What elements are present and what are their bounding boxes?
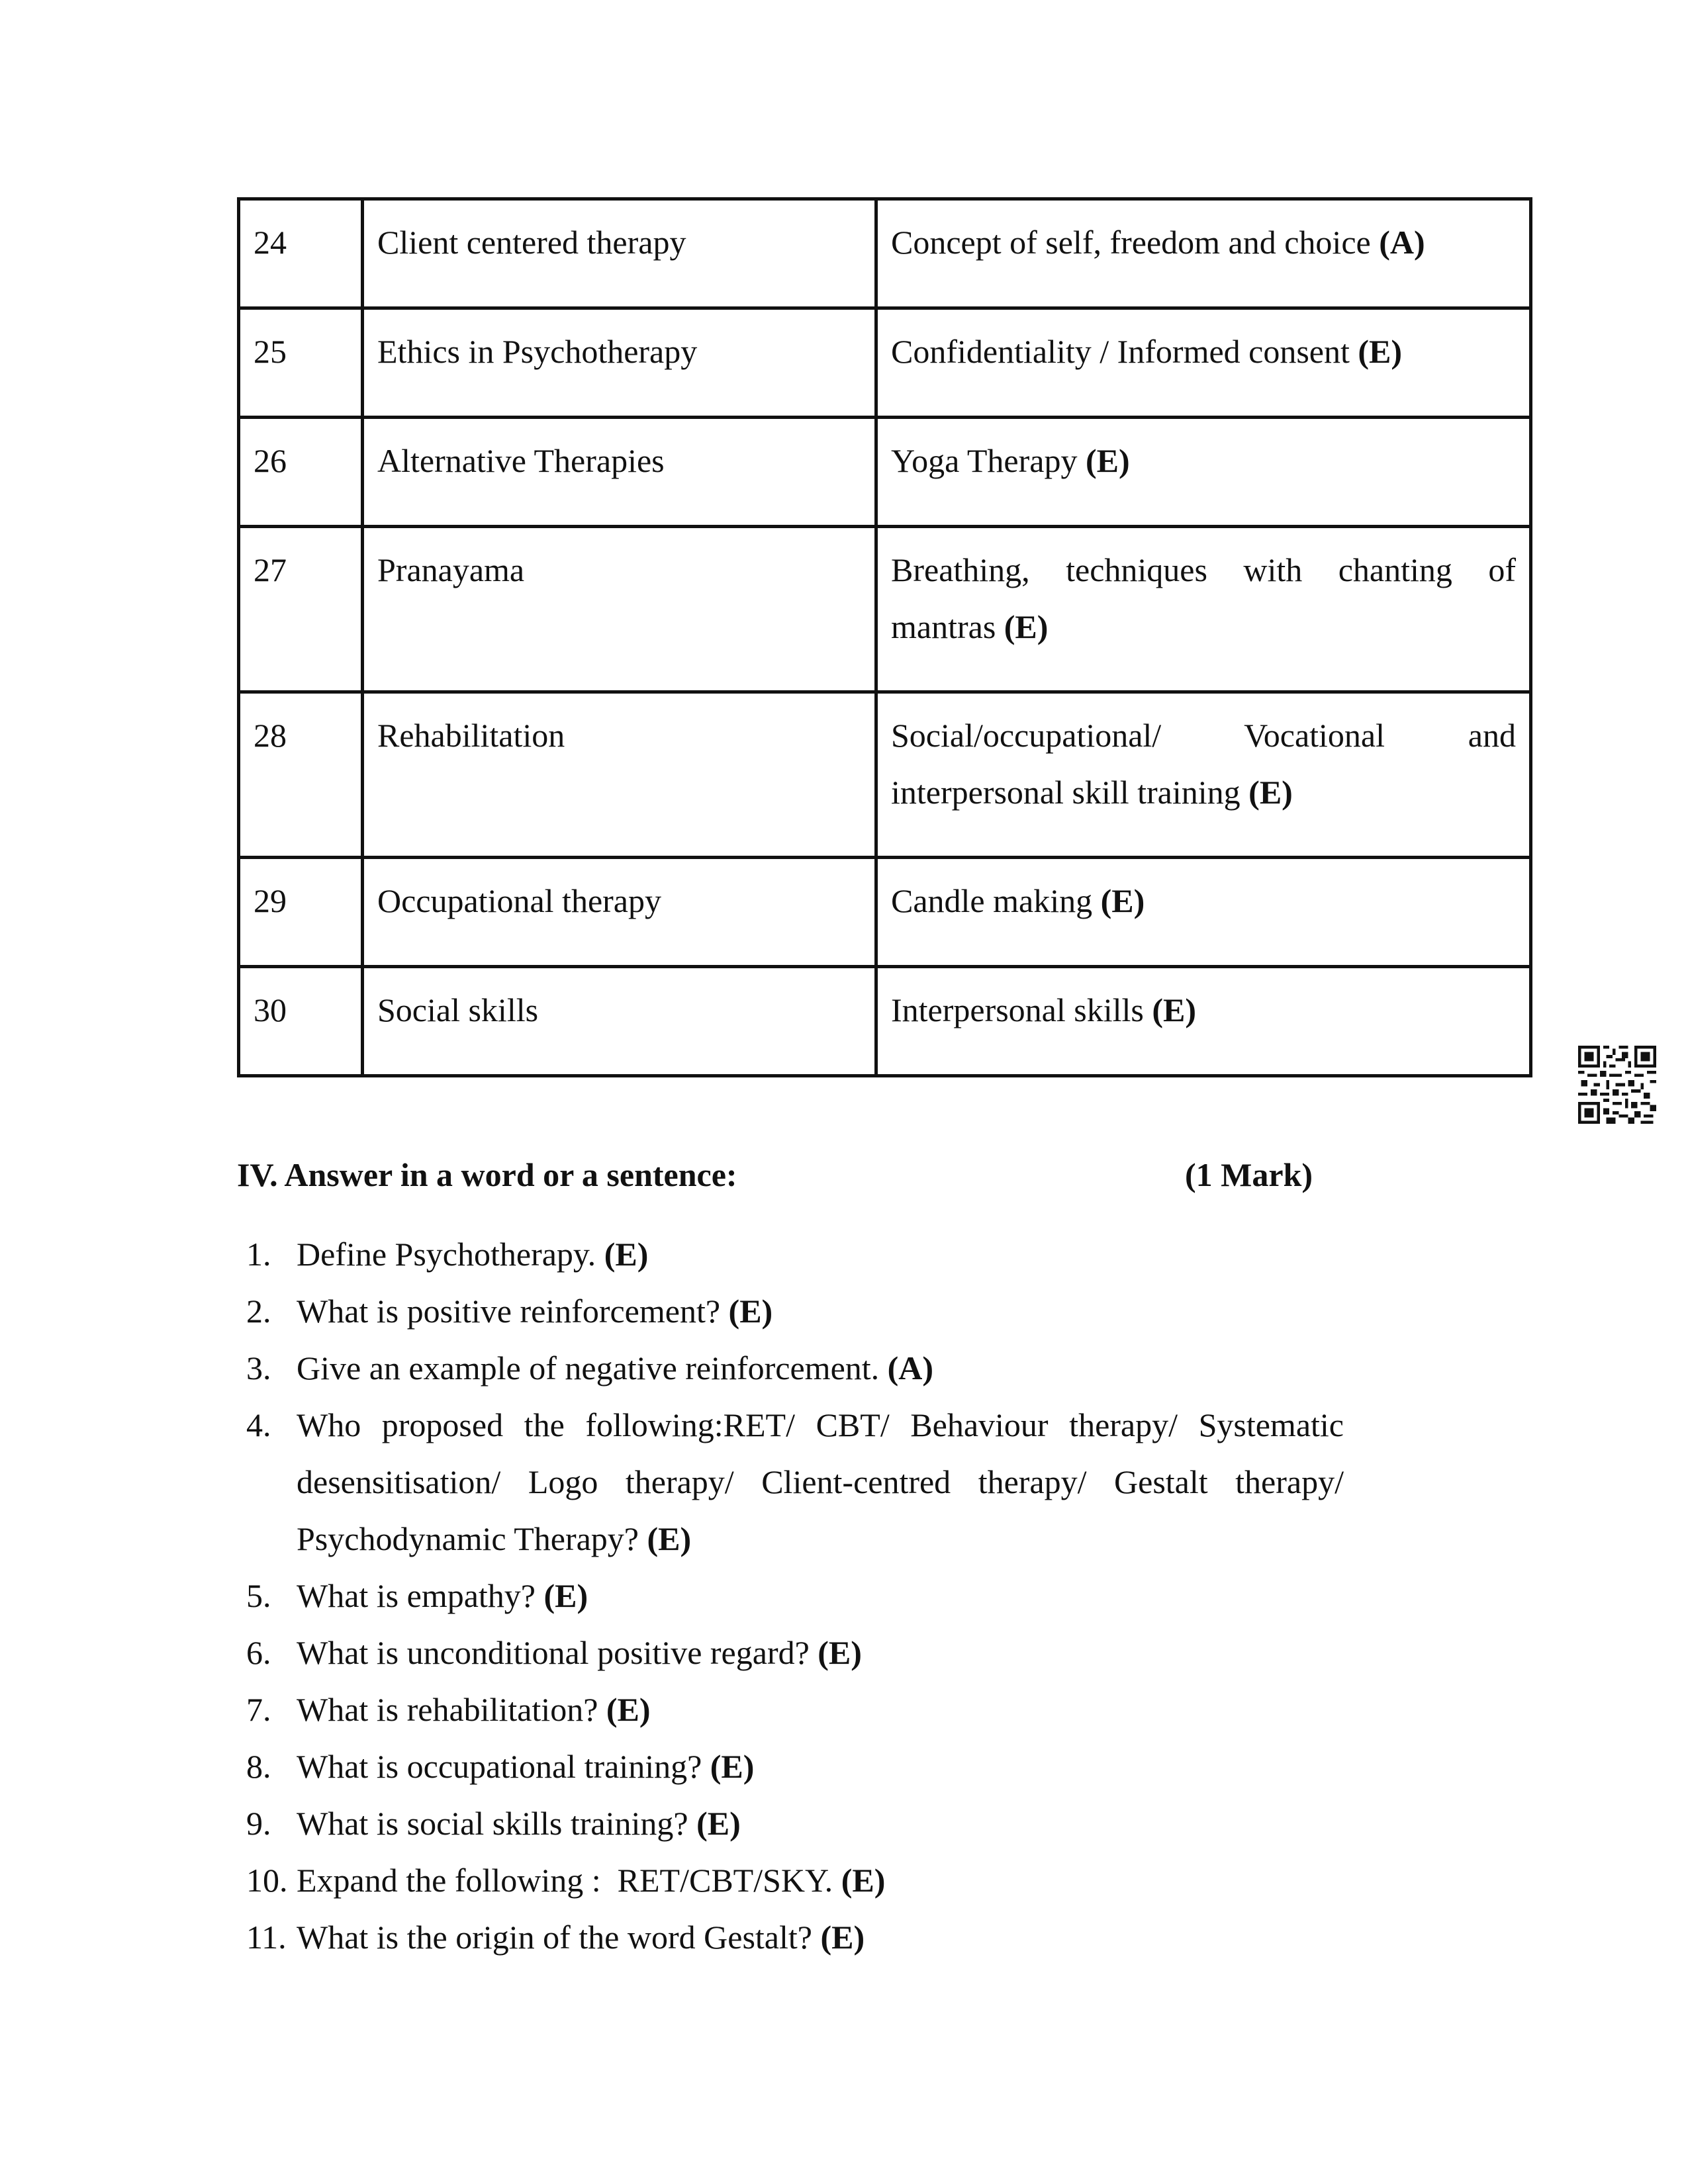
section-heading [237,1152,1316,1198]
question-number: 9. [246,1805,271,1842]
difficulty-tag: (E) [820,1919,865,1956]
list-item [237,1340,1344,1396]
question-text: Give an example of negative reinforcement. [297,1349,880,1387]
question-text: What is social skills training? [297,1805,688,1842]
question-number: 1. [246,1236,271,1273]
question-text: What is positive reinforcement? [297,1293,721,1330]
table-row [239,527,1531,692]
difficulty-tag: (E) [696,1805,741,1842]
difficulty-tag: (E) [604,1236,649,1273]
table-row [239,418,1531,527]
row-topic: Social skills [363,967,876,1076]
row-number: 26 [239,418,363,527]
qr-code-icon [1578,1046,1656,1124]
list-item [237,1795,1344,1852]
question-number: 11. [246,1919,287,1956]
row-topic: Alternative Therapies [363,418,876,527]
difficulty-tag: (E) [543,1577,588,1614]
question-text: Who proposed the following:RET/ CBT/ Behaviour therapy/ Systematic desensitisation/ Logo therapy/ Client-centred therapy/ Gestalt therapy/ Psychodynamic Therapy? [297,1406,1344,1557]
row-number: 25 [239,308,363,418]
list-item [237,1681,1344,1738]
difficulty-tag: (E) [1100,882,1145,919]
description-text: Confidentiality / Informed consent [891,333,1350,370]
difficulty-tag: (E) [841,1862,886,1899]
table-row [239,967,1531,1076]
list-item [237,1226,1344,1283]
list-item [237,1852,1344,1909]
row-number: 24 [239,199,363,308]
question-number: 3. [246,1349,271,1387]
row-description [876,308,1531,418]
question-number: 4. [246,1406,271,1443]
row-number: 28 [239,692,363,858]
row-topic: Ethics in Psychotherapy [363,308,876,418]
difficulty-tag: (E) [606,1691,651,1728]
table-row [239,199,1531,308]
table-row [239,308,1531,418]
question-text: What is the origin of the word Gestalt? [297,1919,812,1956]
list-item [237,1396,1344,1567]
list-item [237,1567,1344,1624]
section-title: IV. Answer in a word or a sentence: [237,1156,737,1193]
description-text: Social/occupational/ Vocational and interpersonal skill training [891,717,1516,811]
question-number: 5. [246,1577,271,1614]
description-text: Candle making [891,882,1093,919]
difficulty-tag: (E) [1004,608,1049,645]
question-number: 2. [246,1293,271,1330]
question-list [237,1226,1344,1966]
difficulty-tag: (E) [818,1634,862,1671]
row-number: 29 [239,858,363,967]
row-description [876,199,1531,308]
row-topic: Pranayama [363,527,876,692]
question-text: Expand the following : RET/CBT/SKY. [297,1862,833,1899]
table-row [239,858,1531,967]
difficulty-tag: (E) [1248,774,1293,811]
list-item [237,1624,1344,1681]
difficulty-tag: (E) [647,1520,692,1557]
description-text: Interpersonal skills [891,991,1144,1028]
row-description [876,692,1531,858]
difficulty-tag: (E) [710,1748,755,1785]
question-number: 6. [246,1634,271,1671]
question-text: What is occupational training? [297,1748,702,1785]
list-item [237,1909,1344,1966]
question-text: What is unconditional positive regard? [297,1634,810,1671]
question-number: 10. [246,1862,288,1899]
question-text: What is empathy? [297,1577,536,1614]
description-text: Breathing, techniques with chanting of mantras [891,551,1516,645]
row-topic: Rehabilitation [363,692,876,858]
question-text: Define Psychotherapy. [297,1236,596,1273]
row-description [876,418,1531,527]
difficulty-tag: (E) [1152,991,1197,1028]
difficulty-tag: (E) [1085,442,1130,479]
row-description [876,858,1531,967]
row-description [876,967,1531,1076]
row-topic: Occupational therapy [363,858,876,967]
difficulty-tag: (E) [728,1293,773,1330]
difficulty-tag: (A) [887,1349,934,1387]
row-number: 27 [239,527,363,692]
question-text: What is rehabilitation? [297,1691,598,1728]
section-marks: (1 Mark) [1185,1156,1313,1193]
list-item [237,1283,1344,1340]
description-text: Concept of self, freedom and choice [891,224,1371,261]
matching-table [237,197,1532,1077]
description-text: Yoga Therapy [891,442,1078,479]
question-number: 8. [246,1748,271,1785]
list-item [237,1738,1344,1795]
row-number: 30 [239,967,363,1076]
difficulty-tag: (E) [1358,333,1403,370]
table-row [239,692,1531,858]
row-topic: Client centered therapy [363,199,876,308]
row-description [876,527,1531,692]
question-number: 7. [246,1691,271,1728]
difficulty-tag: (A) [1379,224,1425,261]
